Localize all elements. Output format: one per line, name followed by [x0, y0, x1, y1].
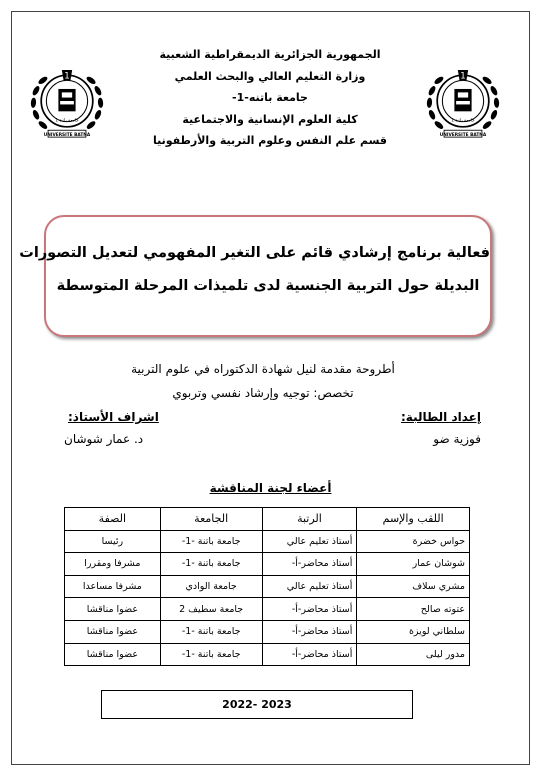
- table-row: [65, 553, 470, 576]
- svg-text:جامعة باتنة 1: جامعة باتنة 1: [55, 118, 79, 124]
- svg-text:UNIVERSITE BATNA: UNIVERSITE BATNA: [43, 132, 91, 138]
- thesis-title-line-1: فعالية برنامج إرشادي قائم على التغير المفهومي لتعديل التصورات: [19, 245, 490, 261]
- thesis-title-box: [19, 215, 492, 337]
- member-rank: أستاذ محاضر-أ-: [262, 553, 357, 576]
- member-role: مشرفا ومقررا: [65, 553, 161, 576]
- svg-text:1: 1: [64, 71, 70, 82]
- student-label: إعداد الطالبة:: [401, 410, 481, 424]
- table-row: [65, 575, 470, 598]
- member-university: جامعة سطيف 2: [160, 598, 262, 621]
- header-line-faculty: كلية العلوم الإنسانية والاجتماعية: [182, 112, 358, 126]
- committee-table: [64, 507, 470, 666]
- header-line-ministry: وزارة التعليم العالي والبحث العلمي: [174, 69, 366, 83]
- header-line-department: قسم علم النفس وعلوم التربية والأرطفونيا: [152, 134, 388, 147]
- member-rank: أستاذ محاضر-أ-: [262, 643, 357, 666]
- university-logo-right: [420, 58, 506, 144]
- thesis-description: [40, 357, 486, 405]
- member-role: مشرفا مساعدا: [65, 575, 161, 598]
- institution-header: [150, 44, 390, 152]
- member-university: جامعة الوادي: [160, 575, 262, 598]
- member-university: جامعة باتنة -1-: [160, 620, 262, 643]
- university-logo-left: [24, 58, 110, 144]
- member-rank: أستاذ محاضر-أ-: [262, 620, 357, 643]
- column-header-role: الصفة: [65, 508, 161, 531]
- thesis-title-line-2: البديلة حول التربية الجنسية لدى تلميذات المرحلة المتوسطة: [56, 278, 480, 294]
- member-name: سلطاني لويزة: [357, 620, 470, 643]
- academic-year: 2023 -2022: [101, 690, 413, 719]
- svg-text:1: 1: [460, 71, 466, 82]
- member-name: شوشان عمار: [357, 553, 470, 576]
- thesis-specialty-line: تخصص: توجيه وإرشاد نفسي وتربوي: [172, 386, 354, 400]
- member-name: مشري سلاف: [357, 575, 470, 598]
- member-role: عضوا مناقشا: [65, 598, 161, 621]
- svg-text:جامعة باتنة 1: جامعة باتنة 1: [451, 118, 475, 124]
- svg-text:UNIVERSITE BATNA: UNIVERSITE BATNA: [439, 132, 487, 138]
- committee-title: أعضاء لجنة المناقشة: [209, 481, 332, 495]
- member-rank: أستاذ تعليم عالي: [262, 575, 357, 598]
- member-rank: أستاذ محاضر-أ-: [262, 598, 357, 621]
- member-name: حواس خضرة: [357, 530, 470, 553]
- table-row: [65, 620, 470, 643]
- member-university: جامعة باتنة -1-: [160, 553, 262, 576]
- member-name: مدور ليلى: [357, 643, 470, 666]
- member-role: رئيسا: [65, 530, 161, 553]
- column-header-name: اللقب والإسم: [357, 508, 470, 531]
- member-role: عضوا مناقشا: [65, 643, 161, 666]
- member-rank: أستاذ تعليم عالي: [262, 530, 357, 553]
- column-header-university: الجامعة: [160, 508, 262, 531]
- header-line-university: جامعة باتنه-1-: [232, 91, 308, 104]
- student-name: فوزية ضو: [433, 432, 481, 446]
- member-role: عضوا مناقشا: [65, 620, 161, 643]
- member-name: عتوته صالح: [357, 598, 470, 621]
- supervisor-label: اشراف الأستاذ:: [68, 410, 159, 424]
- member-university: جامعة باتنة -1-: [160, 643, 262, 666]
- table-header-row: [65, 508, 470, 531]
- table-row: [65, 530, 470, 553]
- member-university: جامعة باتنة -1-: [160, 530, 262, 553]
- thesis-degree-line: أطروحة مقدمة لنيل شهادة الدكتوراه في علوم التربية: [131, 362, 395, 376]
- table-row: [65, 643, 470, 666]
- table-row: [65, 598, 470, 621]
- header-line-republic: الجمهورية الجزائرية الديمقراطية الشعبية: [159, 48, 381, 61]
- supervisor-name: د. عمار شوشان: [64, 432, 144, 446]
- column-header-rank: الرتبة: [262, 508, 357, 531]
- thesis-title: [19, 217, 490, 303]
